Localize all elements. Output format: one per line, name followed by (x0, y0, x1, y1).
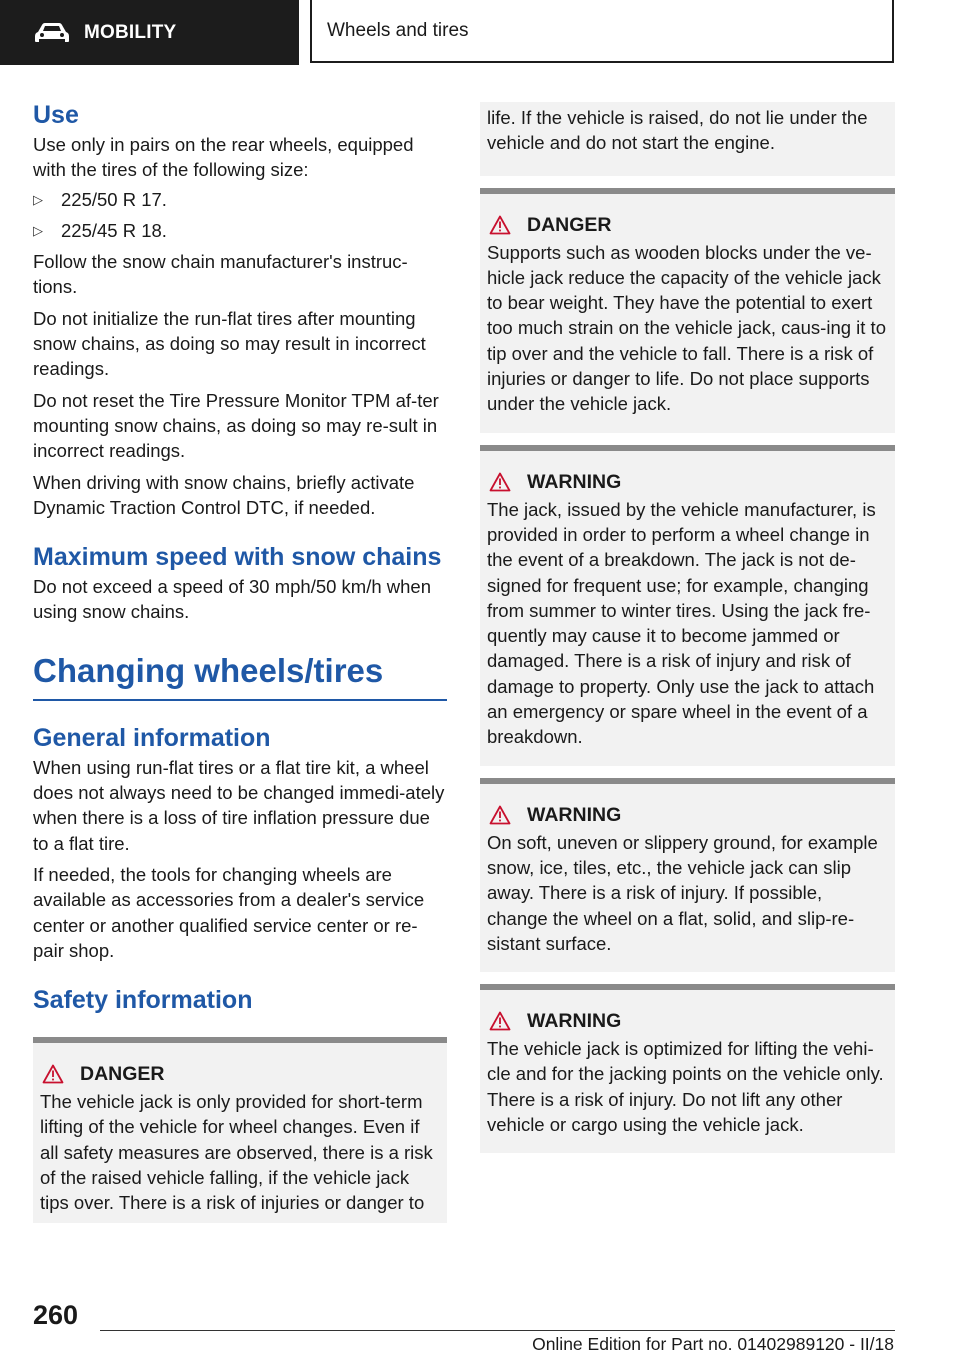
warning-triangle-icon (42, 1064, 64, 1084)
heading-rule (33, 699, 447, 701)
use-heading: Use (33, 101, 79, 129)
warning-triangle-icon (489, 1011, 511, 1031)
general-paragraph: When using run-flat tires or a flat tire kit, a wheel does not always need to be changed immedi‐ately when there is a loss of tire inflation pressure due to a flat tire. (33, 756, 445, 854)
triangle-bullet-icon: ▷ (33, 191, 43, 207)
notice-heading: WARNING (487, 1008, 888, 1034)
notice-heading: WARNING (487, 469, 888, 495)
page-number: 260 (33, 1300, 79, 1330)
notice-text: The jack, issued by the vehicle manufacturer, is provided in order to perform a wheel change in the event of a breakdown. The jack is not de‐signed for frequent use; for example, changing from summer to winter tires. Using the jack fre‐quently may cause it to become jammed or damaged. There is a risk of injury and risk of damage to property. Only use the jack to attach an emergency or spare wheel in the event of a breakdown. (487, 498, 876, 748)
danger-notice-continued (480, 102, 895, 176)
use-paragraph: Do not reset the Tire Pressure Monitor TPM af‐ter mounting snow chains, as doing so may re‐sult in incorrect readings. (33, 389, 439, 462)
changing-wheels-heading: Changing wheels/tires (33, 651, 384, 689)
notice-text: life. If the vehicle is raised, do not lie under the vehicle and do not start the engine. (487, 107, 868, 154)
footer-rule (100, 1330, 895, 1331)
footer-edition: Online Edition for Part no. 01402989120 - II/18 (532, 1334, 894, 1354)
warning-triangle-icon (489, 215, 511, 235)
use-intro: Use only in pairs on the rear wheels, equipped with the tires of the following size: (33, 134, 414, 181)
danger-notice (480, 188, 895, 433)
warning-triangle-icon (489, 805, 511, 825)
notice-heading: DANGER (40, 1061, 440, 1087)
safety-info-heading: Safety information (33, 986, 253, 1015)
max-speed-paragraph: Do not exceed a speed of 30 mph/50 km/h when using snow chains. (33, 576, 432, 623)
list-item: ▷ 225/50 R 17. (33, 187, 447, 212)
general-info-heading: General information (33, 723, 271, 752)
general-paragraph: If needed, the tools for changing wheels are available as accessories from a dealer's service center or another qualified service center or re‐pair shop. (33, 863, 425, 961)
header-section-tab (0, 0, 299, 65)
max-speed-heading: Maximum speed with snow chains (33, 543, 442, 572)
header-section-label: MOBILITY (84, 21, 177, 43)
notice-heading: WARNING (487, 802, 888, 828)
warning-notice (480, 984, 895, 1153)
header-chapter-label: Wheels and tires (327, 19, 469, 41)
left-column (33, 100, 447, 1223)
warning-triangle-icon (489, 472, 511, 492)
notice-text: The vehicle jack is optimized for lifting the vehi‐cle and for the jacking points on the vehicle only. There is a risk of injury. Do not lift any other vehicle or cargo using the vehicle jack. (487, 1038, 884, 1136)
tire-size-list (33, 187, 447, 244)
use-paragraph: Do not initialize the run-flat tires after mounting snow chains, as doing so may result in incorrect readings. (33, 307, 426, 380)
right-column (480, 102, 895, 1153)
notice-text: On soft, uneven or slippery ground, for example snow, ice, tiles, etc., the vehicle jack can slip away. There is a risk of injury. If possible, change the wheel on a flat, solid, and slip-re‐sistant surface. (487, 831, 878, 954)
list-item: ▷ 225/45 R 18. (33, 218, 447, 243)
triangle-bullet-icon: ▷ (33, 222, 43, 238)
warning-notice (480, 445, 895, 766)
warning-notice (480, 778, 895, 972)
notice-heading: DANGER (487, 212, 888, 238)
danger-notice (33, 1037, 447, 1223)
use-paragraph: When driving with snow chains, briefly activate Dynamic Traction Control DTC, if needed. (33, 471, 415, 518)
header-chapter (310, 0, 894, 63)
notice-text: Supports such as wooden blocks under the ve‐hicle jack reduce the capacity of the vehicle jack to bear weight. They have the potential to exert too much strain on the vehicle jack, caus‐ing it to tip over and the vehicle to fall. There is a risk of injuries or danger to life. Do not place supports under the vehicle jack. (487, 241, 886, 415)
notice-text: The vehicle jack is only provided for short-term lifting of the vehicle for wheel changes. Even if all safety measures are observed, there is a risk of the raised vehicle falling, if the vehicle jack tips over. There is a risk of injuries or danger to (40, 1091, 433, 1214)
car-icon (34, 22, 70, 44)
use-paragraph: Follow the snow chain manufacturer's instruc‐tions. (33, 251, 408, 298)
